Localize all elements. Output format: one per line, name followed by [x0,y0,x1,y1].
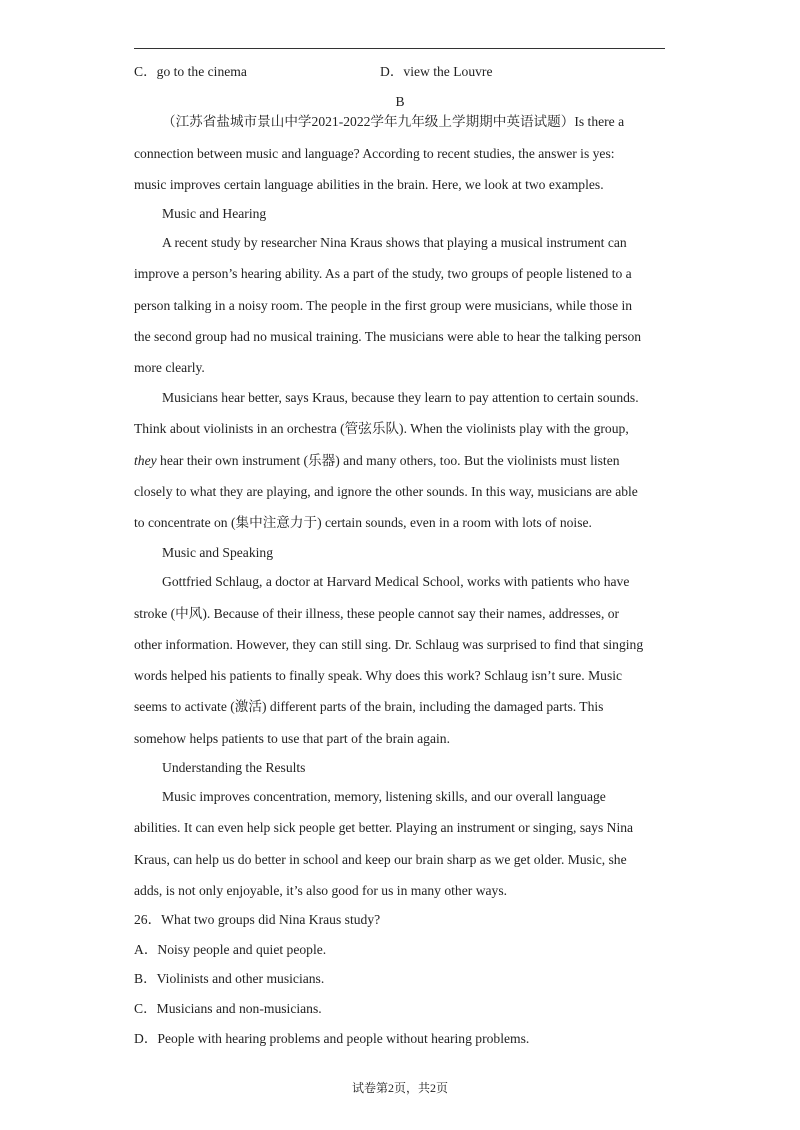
passage-line: other information. However, they can still sing. Dr. Schlaug was surprised to find that singing [134,637,644,652]
passage-line: stroke (中风). Because of their illness, these people cannot say their names, addresses, or [134,606,620,621]
passage-line: somehow helps patients to use that part of the brain again. [134,731,450,746]
passage-line: Musicians hear better, says Kraus, because they learn to pay attention to certain sounds. [162,390,639,405]
passage-line: person talking in a noisy room. The people in the first group were musicians, while those in [134,298,633,313]
section-letter: B [395,94,405,109]
passage-line: words helped his patients to finally speak. Why does this work? Schlaug isn’t sure. Music [134,668,623,683]
passage-line: the second group had no musical training. The musicians were able to hear the talking person [134,329,642,344]
subheading-music-speaking: Music and Speaking [162,545,274,560]
passage-line: improve a person’s hearing ability. As a part of the study, two groups of people listened to a [134,266,632,281]
passage-line: （江苏省盐城市景山中学2021-2022学年九年级上学期期中英语试题）Is there a [162,114,625,129]
page-footer: 试卷第2页，共2页 [351,1081,448,1095]
passage-line: abilities. It can even help sick people get better. Playing an instrument or singing, says Nina [134,820,634,835]
passage-line: connection between music and language? According to recent studies, the answer is yes: [134,146,615,161]
top-rule [134,48,665,49]
passage-line [134,452,674,470]
subheading-understanding-results: Understanding the Results [162,760,306,775]
passage-line: more clearly. [134,360,205,375]
question-option-b[interactable]: B．Violinists and other musicians. [134,971,325,986]
passage-line: music improves certain language abilities in the brain. Here, we look at two examples. [134,177,604,192]
passage-line: Kraus, can help us do better in school and keep our brain sharp as we get older. Music, she [134,852,627,867]
question-option-c[interactable]: C．Musicians and non-musicians. [134,1001,322,1016]
passage-line: to concentrate on (集中注意力于) certain sounds, even in a room with lots of noise. [134,515,592,530]
passage-line-rest: hear their own instrument (乐器) and many others, too. But the violinists must listen [156,453,620,468]
question-stem: 26．What two groups did Nina Kraus study? [134,912,381,927]
passage-line: Gottfried Schlaug, a doctor at Harvard Medical School, works with patients who have [162,574,630,589]
passage-line: seems to activate (激活) different parts of the brain, including the damaged parts. This [134,699,604,714]
option-d-prev: D．view the Louvre [380,64,493,79]
passage-line: adds, is not only enjoyable, it’s also good for us in many other ways. [134,883,508,898]
option-c-prev: C．go to the cinema [134,64,247,79]
passage-line: Think about violinists in an orchestra (管弦乐队). When the violinists play with the group, [134,421,629,436]
passage-line: closely to what they are playing, and ignore the other sounds. In this way, musicians are able [134,484,638,499]
passage-line: A recent study by researcher Nina Kraus shows that playing a musical instrument can [162,235,627,250]
question-option-a[interactable]: A．Noisy people and quiet people. [134,942,327,957]
italic-they: they [134,453,157,468]
question-option-d[interactable]: D．People with hearing problems and people without hearing problems. [134,1031,530,1046]
passage-line: Music improves concentration, memory, listening skills, and our overall language [162,789,606,804]
subheading-music-hearing: Music and Hearing [162,206,267,221]
